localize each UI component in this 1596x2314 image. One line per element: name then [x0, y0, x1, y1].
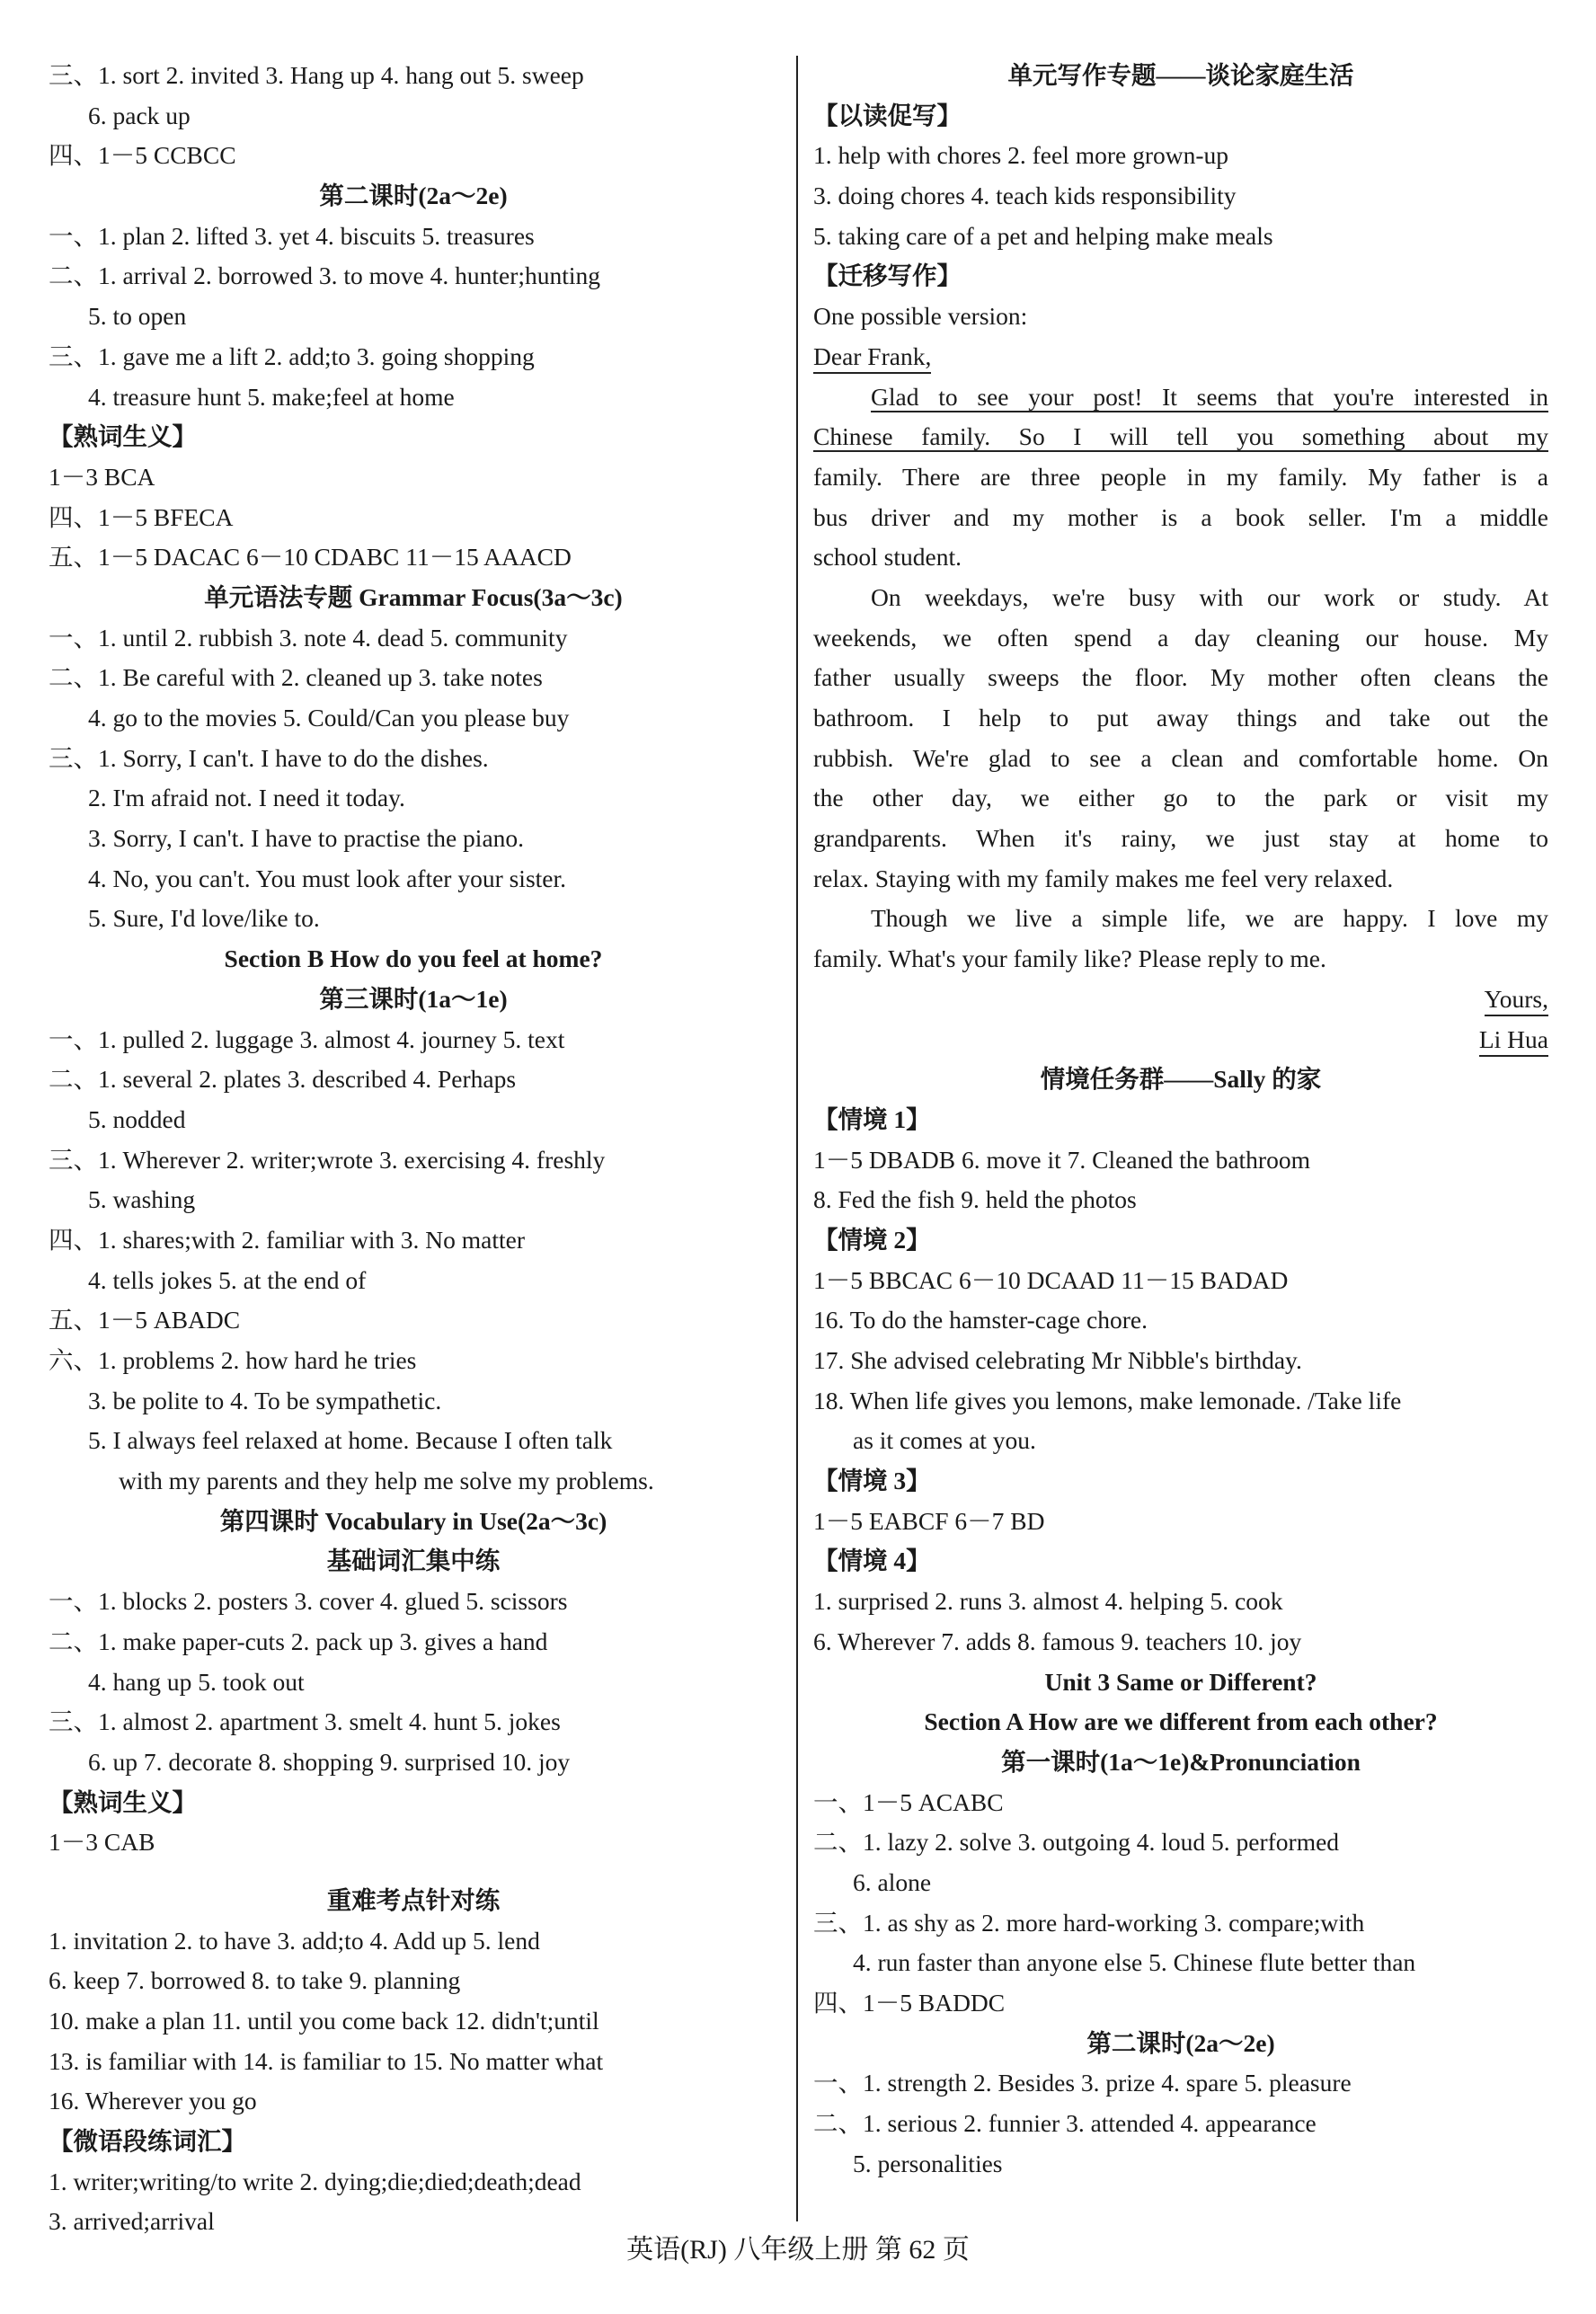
answer-line: [813, 1983, 1548, 2024]
line-text: Dear Frank,: [813, 341, 931, 374]
answer-line: [813, 1261, 1548, 1301]
line-text: Section B How do you feel at home?: [224, 944, 603, 973]
line-text: bathroom. I help to put away things and take out the: [813, 704, 1548, 731]
line-text: 1－5 EABCF 6－7 BD: [813, 1506, 1045, 1535]
answer-line: [49, 2001, 778, 2042]
answer-line: [49, 1822, 778, 1863]
line-text: 18. When life gives you lemons, make lemonade. /Take life: [813, 1386, 1402, 1414]
answer-line: [813, 2063, 1548, 2104]
answer-line: [813, 578, 1548, 618]
section-label: [813, 1541, 1548, 1582]
line-text: 2. I'm afraid not. I need it today.: [88, 784, 405, 812]
line-text: 6. keep 7. borrowed 8. to take 9. planning: [49, 1966, 461, 1995]
line-text: grandparents. When it's rainy, we just stay at home to: [813, 824, 1548, 853]
line-text: 三、1. almost 2. apartment 3. smelt 4. hunt 5. jokes: [49, 1707, 561, 1736]
line-text: 4. No, you can't. You must look after your sister.: [88, 864, 567, 892]
line-text: 第三课时(1a～1e): [319, 984, 508, 1013]
line-text: 3. arrived;arrival: [49, 2207, 215, 2236]
answer-line: [49, 739, 778, 779]
line-text: 4. hang up 5. took out: [88, 1667, 305, 1696]
section-heading: [813, 1742, 1548, 1783]
answer-line: [49, 698, 778, 739]
answer-line: [813, 658, 1548, 698]
section-heading: [813, 1059, 1548, 1100]
answer-line: [813, 1381, 1548, 1422]
answer-line: [813, 1502, 1548, 1542]
answer-line: [49, 1742, 778, 1783]
answer-line: [49, 1381, 778, 1422]
section-heading: [49, 939, 778, 980]
line-text: 【情境 4】: [813, 1547, 931, 1575]
answer-line: [813, 1903, 1548, 1944]
answer-line: [49, 1020, 778, 1060]
line-text: Though we live a simple life, we are happy. I love my: [871, 904, 1548, 933]
answer-line: [813, 980, 1548, 1020]
answer-line: [813, 377, 1548, 418]
line-text: Li Hua: [1479, 1024, 1548, 1057]
line-text: 一、1－5 ACABC: [813, 1787, 1004, 1816]
line-text: 二、1. serious 2. funnier 3. attended 4. appearance: [813, 2109, 1317, 2138]
answer-line: [813, 698, 1548, 739]
answer-line: [49, 859, 778, 900]
line-text: 二、1. make paper-cuts 2. pack up 3. gives a hand: [49, 1627, 548, 1655]
answer-line: [813, 1582, 1548, 1622]
section-label: [813, 96, 1548, 137]
answer-line: [813, 1341, 1548, 1381]
answer-line: [49, 56, 778, 96]
section-heading: [813, 1662, 1548, 1703]
answer-line: [813, 1822, 1548, 1863]
answer-line: [813, 859, 1548, 900]
answer-line: [813, 297, 1548, 337]
answer-line: [49, 2162, 778, 2203]
answer-line: [49, 1100, 778, 1140]
line-text: 五、1－5 DACAC 6－10 CDABC 11－15 AAACD: [49, 543, 572, 572]
line-text: 一、1. strength 2. Besides 3. prize 4. spare 5. pleasure: [813, 2069, 1352, 2097]
line-text: 1－5 BBCAC 6－10 DCAAD 11－15 BADAD: [813, 1265, 1289, 1294]
answer-line: [49, 297, 778, 337]
section-label: [49, 2122, 778, 2162]
section-label: [49, 417, 778, 457]
answer-line: [813, 1300, 1548, 1341]
line-text: 三、1. as shy as 2. more hard-working 3. compare;with: [813, 1908, 1365, 1937]
answer-line: [813, 1783, 1548, 1823]
line-text: Glad to see your post! It seems that you're interested in: [871, 382, 1548, 411]
answer-line: [813, 819, 1548, 859]
answer-line: [813, 537, 1548, 578]
line-text: 1. invitation 2. to have 3. add;to 4. Add up 5. lend: [49, 1926, 540, 1955]
line-text: 4. tells jokes 5. at the end of: [88, 1265, 367, 1294]
line-text: 三、1. sort 2. invited 3. Hang up 4. hang out 5. sweep: [49, 61, 584, 89]
line-text: 5. nodded: [88, 1104, 186, 1133]
answer-line: [49, 217, 778, 257]
line-text: 4. run faster than anyone else 5. Chinese flute better than: [853, 1948, 1416, 1977]
line-text: 情境任务群——Sally 的家: [1040, 1065, 1322, 1094]
line-text: 3. doing chores 4. teach kids responsibility: [813, 182, 1237, 210]
line-text: 6. up 7. decorate 8. shopping 9. surprised 10. joy: [88, 1747, 571, 1776]
line-text: school student.: [813, 543, 962, 572]
line-text: 1－5 DBADB 6. move it 7. Cleaned the bathroom: [813, 1145, 1310, 1174]
answer-line: [813, 2144, 1548, 2185]
answer-line: [813, 2104, 1548, 2144]
column-divider: [796, 56, 798, 2221]
answer-line: [813, 739, 1548, 779]
line-text: 5. I always feel relaxed at home. Because I often talk: [88, 1426, 613, 1455]
line-text: 4. go to the movies 5. Could/Can you please buy: [88, 704, 570, 731]
line-text: 4. treasure hunt 5. make;feel at home: [88, 382, 455, 411]
line-text: 8. Fed the fish 9. held the photos: [813, 1185, 1137, 1214]
line-text: 一、1. blocks 2. posters 3. cover 4. glued 5. scissors: [49, 1587, 568, 1616]
line-text: 三、1. Wherever 2. writer;wrote 3. exercising 4. freshly: [49, 1145, 606, 1174]
line-text: Chinese family. So I will tell you something about my: [813, 422, 1548, 451]
line-text: 3. Sorry, I can't. I have to practise the piano.: [88, 824, 525, 853]
line-text: 【迁移写作】: [813, 262, 962, 290]
answer-line: [813, 1140, 1548, 1181]
line-text: 【情境 2】: [813, 1225, 931, 1254]
line-text: 5. personalities: [853, 2149, 1003, 2177]
answer-line: [813, 1421, 1548, 1461]
line-text: On weekdays, we're busy with our work or study. At: [871, 582, 1548, 611]
line-text: 二、1. lazy 2. solve 3. outgoing 4. loud 5. performed: [813, 1828, 1340, 1857]
line-text: 【熟词生义】: [49, 422, 197, 451]
line-text: 17. She advised celebrating Mr Nibble's birthday.: [813, 1346, 1302, 1374]
answer-line: [813, 618, 1548, 659]
answer-line: [49, 457, 778, 498]
line-text: 10. make a plan 11. until you come back 12. didn't;until: [49, 2007, 599, 2035]
line-text: 【以读促写】: [813, 101, 962, 129]
answer-line: [49, 1921, 778, 1962]
answer-line: [813, 176, 1548, 217]
answer-line: [813, 1622, 1548, 1662]
answer-line: [49, 1702, 778, 1742]
answer-line: [49, 618, 778, 659]
section-heading: [49, 578, 778, 618]
section-label: [49, 1783, 778, 1823]
line-text: 二、1. arrival 2. borrowed 3. to move 4. hunter;hunting: [49, 262, 601, 290]
section-label: [813, 1100, 1548, 1140]
line-text: Section A How are we different from each other?: [924, 1707, 1438, 1736]
answer-line: [813, 899, 1548, 939]
line-text: 1. writer;writing/to write 2. dying;die;died;death;dead: [49, 2167, 581, 2195]
answer-line: [49, 1341, 778, 1381]
answer-line: [813, 778, 1548, 819]
line-text: 一、1. plan 2. lifted 3. yet 4. biscuits 5. treasures: [49, 221, 535, 250]
answer-line: [49, 778, 778, 819]
answer-line: [813, 417, 1548, 457]
line-text: 三、1. gave me a lift 2. add;to 3. going shopping: [49, 341, 535, 370]
line-text: 一、1. pulled 2. luggage 3. almost 4. journey 5. text: [49, 1024, 565, 1053]
line-text: bus driver and my mother is a book seller. I'm a middle: [813, 502, 1548, 531]
answer-line: [49, 1180, 778, 1220]
line-text: 【熟词生义】: [49, 1787, 197, 1816]
line-text: with my parents and they help me solve my problems.: [119, 1467, 654, 1495]
answer-line: [49, 1582, 778, 1622]
line-text: rubbish. We're glad to see a clean and comfortable home. On: [813, 743, 1548, 772]
answer-line: [49, 2042, 778, 2082]
line-text: 6. pack up: [88, 101, 191, 129]
line-text: 一、1. until 2. rubbish 3. note 4. dead 5. community: [49, 623, 568, 652]
answer-line: [49, 1961, 778, 2001]
answer-line: [49, 337, 778, 377]
section-label: [813, 1461, 1548, 1502]
answer-line: [49, 899, 778, 939]
line-text: 【情境 3】: [813, 1467, 931, 1495]
answer-line: [813, 217, 1548, 257]
answer-line: [49, 2081, 778, 2122]
answer-line: [813, 1020, 1548, 1060]
section-heading: [49, 1502, 778, 1542]
line-text: 3. be polite to 4. To be sympathetic.: [88, 1386, 442, 1414]
answer-line: [49, 136, 778, 176]
line-text: 四、1－5 BADDC: [813, 1989, 1006, 2017]
right-column: [813, 56, 1548, 2184]
line-text: 6. alone: [853, 1867, 932, 1896]
line-text: 【情境 1】: [813, 1104, 931, 1133]
answer-line: [813, 939, 1548, 980]
line-text: 16. Wherever you go: [49, 2087, 257, 2115]
page-footer: 英语(RJ) 八年级上册 第 62 页: [626, 2235, 970, 2265]
line-text: 单元写作专题——谈论家庭生活: [1007, 61, 1354, 89]
answer-line: [813, 1943, 1548, 1983]
line-text: 二、1. several 2. plates 3. described 4. Perhaps: [49, 1065, 517, 1094]
line-text: 5. to open: [88, 302, 187, 331]
line-text: 5. Sure, I'd love/like to.: [88, 904, 320, 933]
line-text: father usually sweeps the floor. My mother often cleans the: [813, 663, 1548, 692]
line-text: 基础词汇集中练: [326, 1547, 501, 1575]
line-text: 四、1－5 BFECA: [49, 502, 234, 531]
line-text: 5. taking care of a pet and helping make meals: [813, 221, 1273, 250]
answer-line: [813, 498, 1548, 538]
answer-line: [813, 457, 1548, 498]
line-text: 重难考点针对练: [326, 1885, 501, 1914]
line-text: One possible version:: [813, 302, 1028, 331]
section-heading: [49, 1541, 778, 1582]
section-heading: [49, 176, 778, 217]
line-text: 16. To do the hamster-cage chore.: [813, 1306, 1148, 1334]
line-text: 1. help with chores 2. feel more grown-up: [813, 141, 1229, 170]
line-text: weekends, we often spend a day cleaning our house. My: [813, 623, 1548, 652]
answer-line: [49, 1261, 778, 1301]
section-heading: [813, 1702, 1548, 1742]
answer-line: [813, 1863, 1548, 1903]
section-heading: [813, 2024, 1548, 2064]
line-text: as it comes at you.: [853, 1426, 1036, 1455]
answer-line: [49, 498, 778, 538]
line-text: 四、1－5 CCBCC: [49, 141, 236, 170]
line-text: relax. Staying with my family makes me feel very relaxed.: [813, 864, 1394, 892]
section-heading: [49, 1881, 778, 1921]
line-text: 1. surprised 2. runs 3. almost 4. helping 5. cook: [813, 1587, 1283, 1616]
answer-line: [49, 537, 778, 578]
answer-line: [49, 1300, 778, 1341]
line-text: 第二课时(2a～2e): [1086, 2028, 1275, 2057]
line-text: Yours,: [1485, 984, 1548, 1016]
line-text: the other day, we either go to the park or visit my: [813, 784, 1548, 812]
answer-line: [49, 819, 778, 859]
line-text: 5. washing: [88, 1185, 196, 1214]
line-text: 三、1. Sorry, I can't. I have to do the dishes.: [49, 743, 489, 772]
answer-line: [49, 1622, 778, 1662]
line-text: 单元语法专题 Grammar Focus(3a～3c): [204, 582, 623, 611]
answer-line: [49, 96, 778, 137]
section-heading: [813, 56, 1548, 96]
answer-line: [49, 256, 778, 297]
line-text: 四、1. shares;with 2. familiar with 3. No matter: [49, 1225, 526, 1254]
section-label: [813, 256, 1548, 297]
line-text: family. What's your family like? Please reply to me.: [813, 944, 1326, 973]
line-text: 五、1－5 ABADC: [49, 1306, 241, 1334]
line-text: 二、1. Be careful with 2. cleaned up 3. take notes: [49, 663, 543, 692]
answer-line: [49, 1421, 778, 1461]
line-text: Unit 3 Same or Different?: [1044, 1667, 1317, 1696]
answer-line: [49, 377, 778, 418]
line-text: 第一课时(1a～1e)&Pronunciation: [1001, 1747, 1361, 1776]
line-text: 6. Wherever 7. adds 8. famous 9. teachers 10. joy: [813, 1627, 1302, 1655]
answer-line: [813, 1180, 1548, 1220]
line-text: 第四课时 Vocabulary in Use(2a～3c): [219, 1506, 607, 1535]
line-text: family. There are three people in my family. My father is a: [813, 462, 1548, 491]
answer-line: [813, 136, 1548, 176]
answer-line: [813, 337, 1548, 377]
answer-line: [49, 1220, 778, 1261]
left-column: [49, 56, 778, 2242]
answer-line: [49, 1863, 778, 1881]
line-text: 六、1. problems 2. how hard he tries: [49, 1346, 417, 1374]
answer-line: [49, 1059, 778, 1100]
answer-line: [49, 1461, 778, 1502]
line-text: 【微语段练词汇】: [49, 2127, 246, 2156]
line-text: 1－3 BCA: [49, 462, 155, 491]
line-text: 第二课时(2a～2e): [319, 182, 508, 210]
section-heading: [49, 980, 778, 1020]
answer-line: [49, 1662, 778, 1703]
line-text: 13. is familiar with 14. is familiar to 15. No matter what: [49, 2046, 604, 2075]
line-text: 1－3 CAB: [49, 1828, 155, 1857]
answer-line: [49, 658, 778, 698]
section-label: [813, 1220, 1548, 1261]
answer-line: [49, 1140, 778, 1181]
